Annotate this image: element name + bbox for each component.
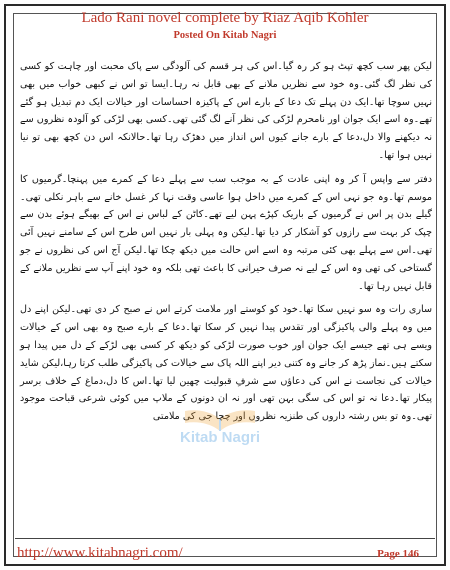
watermark-text: Kitab Nagri bbox=[179, 429, 260, 446]
kitab-nagri-watermark bbox=[165, 405, 275, 455]
page-number: Page 146 bbox=[377, 548, 419, 560]
page-title: Lado Rani novel complete by Riaz Aqib Kohler bbox=[81, 10, 369, 26]
page-subtitle: Posted On Kitab Nagri bbox=[173, 30, 277, 41]
page-footer bbox=[15, 538, 435, 563]
paragraph-3: ساری رات وہ سو نہیں سکا تھا۔خود کو کوستے اور ملامت کرتے اس نے صبح کر دی تھی۔لیکن اپنے دل میں وہ پہلے والی پاکیزگی اور تقدس پیدا نہیں کر سکا تھا۔دعا کے بارے صبح وہ بھی اس کے خیالات ویسے ہی تھے جیسے ایک جوان اور خوب صورت لڑکی کو دیکھ کر کسی بھی لڑکے کے دل میں پیدا ہو سکتے ہیں۔نماز پڑھ کر جانے وہ کتنی دیر اپنے اللہ پاک سے خیالات کی پاکیزگی طلب کرتا رہا،لیکن شاید خیالات کی نجاست نے اس کی دعاؤں سے شرفِ قبولیت چھین لیا تھا۔اس کا دل،دماغ کے خلاف برسر پیکار تھا۔دعا نہ تو اس کی سگی بہن تھی اور نہ ان دونوں کے ملاپ میں کوئی شرعی قباحت موجود تھی۔وہ تو بس رشتہ داروں کی طنزیہ نظروں اور چچا جی کی ملامتی bbox=[20, 304, 432, 423]
website-link[interactable]: http://www.kitabnagri.com/ bbox=[17, 545, 183, 561]
paragraph-2: دفتر سے واپس آ کر وہ اپنی عادت کے بہ موجب سب سے پہلے دعا کے کمرے میں پہنچا۔گرمیوں کا موسم تھا۔وہ جو نہی اس کے کمرے میں داخل ہوا عاسی وقت نہا کر غسل خانے سے باہر نکلی تھی۔گیلے بدن پر اس نے گرمیوں کے باریک کپڑے پہن لیے تھے۔کاٹن کے لباس نے اس کے بھیگے ہوئے بدن سے چپک کر بہت سے رازوں کو آشکار کر دیا تھا۔لیکن وہ پہلی بار نہیں اس طرح اس کے سامنے نہیں آئی تھی۔اس سے پہلے بھی کئی مرتبہ وہ اسے اس حالت میں دیکھ چکا تھا۔لیکن آج اس کی نظروں نے جو گستاخی کی تھی وہ اس کے لیے نہ صرف حیرانی کا باعث تھی بلکہ وہ خود اپنے آپ سے نظریں ملانے کے قابل نہیں رہا تھا۔ bbox=[20, 173, 432, 292]
paragraph-1: لیکن پھر سب کچھ تپٹ ہو کر رہ گیا۔اس کی ہر قسم کی آلودگی سے پاک محبت اور چاہت کو کسی کی نظر لگ گئی۔وہ خود سے نظریں ملانے کے بھی قابل نہ رہا۔ایسا تو اس نے کبھی خواب میں بھی نہیں سوچا تھا۔ایک دن پہلے تک دعا کے بارے اس کے پاکیزہ احساسات اور خیالات ایک دم تبدیل ہو گئے تھے۔وہ اسے ایک جوان اور نامحرم لڑکی کی نظر آنے لگ گئی تھی۔کسی بھی لڑکی کو آلودہ نظروں سے نہ دیکھنے والا دل،دعا کے بارے جانے کیوں اس انداز میں دھڑک رہا تھا۔حالانکہ اس دن کچھ بھی تو نیا نہیں ہوا تھا۔ bbox=[20, 61, 432, 161]
document-body bbox=[20, 58, 432, 432]
